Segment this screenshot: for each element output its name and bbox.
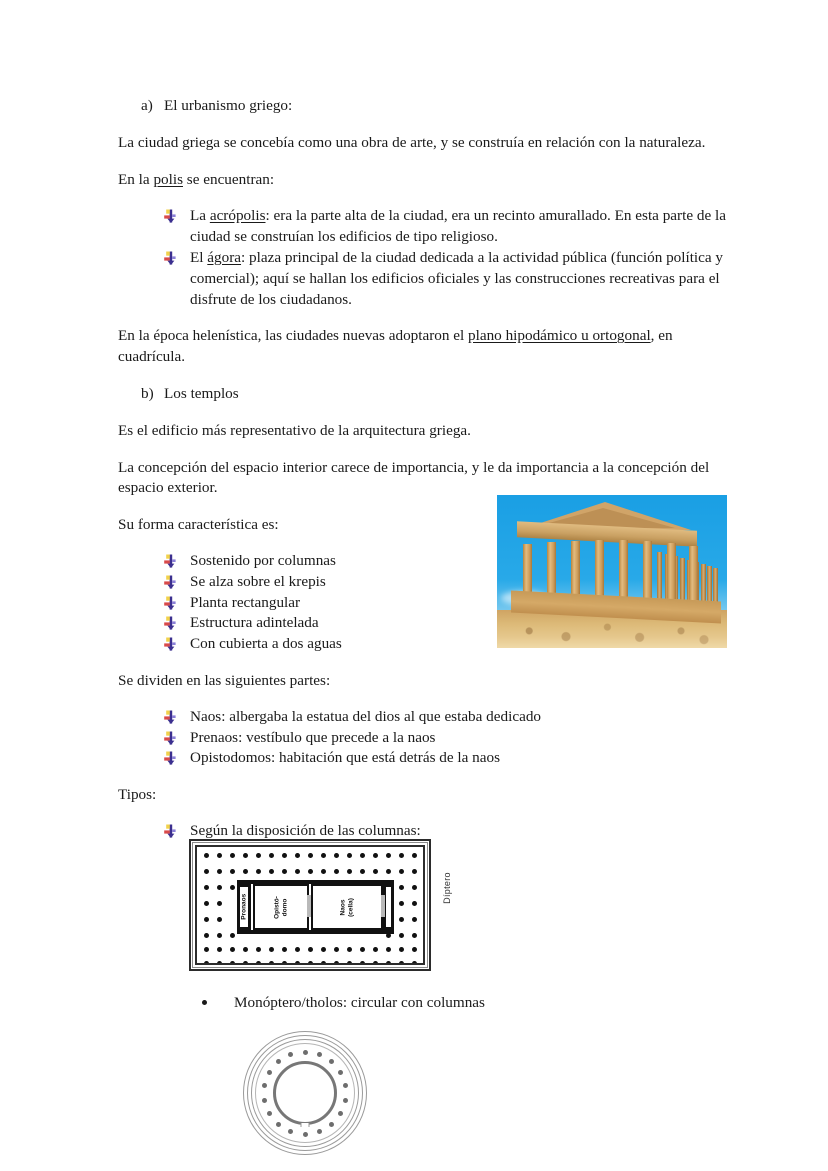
door-gap-left [307, 895, 311, 917]
acropolis-term: acrópolis [209, 207, 266, 225]
polis-tail: se encuentran: [182, 170, 275, 188]
paragraph-helenistica [118, 326, 730, 368]
dipteros-floor-plan [189, 839, 453, 971]
arrow-bullet-icon [164, 575, 178, 590]
paragraph-polis [118, 170, 730, 191]
acropolis-rest: : era la parte alta de la ciudad, era un recinto amurallado. En esta parte de la ciudad se construían los edificios de tipo religioso. [190, 207, 726, 246]
label-opistodomos [274, 893, 289, 923]
tholos-column [343, 1098, 348, 1103]
tholos-column [262, 1098, 267, 1103]
heading-section-b-text: Los templos [164, 384, 239, 402]
list-marker-a: a) [141, 97, 153, 114]
tholos-column [338, 1070, 343, 1075]
agora-lead: El [190, 248, 208, 266]
paragraph-concepcion-espacio: La concepción del espacio interior carece de importancia, y le da importancia a la concepción del espacio exterior. [118, 458, 710, 497]
list-item-text: Sostenido por columnas [190, 551, 336, 569]
label-opistodomos-line2: domo [281, 898, 288, 917]
agora-rest: : plaza principal de la ciudad dedicada a la actividad pública (función política y comercial); aquí se hallan los edificios oficiales y las construcciones recreativas para el disfrute de los ciudadanos. [190, 248, 724, 308]
list-item-text: Se alza sobre el krepis [190, 572, 326, 590]
label-naos-line2: (cella) [347, 898, 354, 917]
arrow-bullet-icon [164, 751, 178, 766]
list-item [164, 728, 730, 749]
monoptero-bullet-wrap [118, 992, 730, 1013]
tholos-column [303, 1132, 308, 1137]
paragraph-edificio-representativo: Es el edificio más representativo de la arquitectura griega. [118, 421, 471, 439]
list-item [164, 748, 730, 769]
temple-front-colonnade [523, 538, 713, 600]
paragraph-forma-caracteristica: Su forma característica es: [118, 516, 279, 534]
tholos-column [317, 1129, 322, 1134]
list-item-text: Naos: albergaba la estatua del dios al que estaba dedicado [190, 707, 542, 725]
arrow-bullet-icon [164, 209, 178, 224]
list-item-text: Prenaos: vestíbulo que precede a la naos [190, 728, 436, 746]
arrow-bullet-icon [164, 637, 178, 652]
tholos-column [267, 1111, 272, 1116]
tholos-column [317, 1052, 322, 1057]
tholos-column [303, 1050, 308, 1055]
greek-temple-photo [496, 494, 728, 649]
door-gap-right [381, 895, 385, 917]
list-item-text: Según la disposición de las columnas: [190, 821, 421, 839]
label-pronaos: Pronaos [240, 893, 248, 920]
heading-section-a-text: El urbanismo griego: [164, 97, 293, 114]
list-polis-elements [118, 206, 730, 310]
heading-section-b [118, 384, 730, 405]
list-item-text: Con cubierta a dos aguas [190, 635, 342, 653]
helenistica-lead: En la época helenística, las ciudades nuevas adoptaron el [118, 327, 469, 345]
list-marker-b: b) [141, 384, 154, 402]
tholos-floor-plan [243, 1031, 367, 1155]
label-naos-line1: Naos [339, 899, 347, 916]
paragraph-partes-intro: Se dividen en las siguientes partes: [118, 671, 331, 689]
list-item-text: Opistodomos: habitación que está detrás de la naos [190, 749, 501, 767]
tholos-entrance-gap [301, 1123, 310, 1127]
arrow-bullet-icon [164, 554, 178, 569]
label-naos [340, 893, 355, 923]
agora-term: ágora [207, 248, 242, 266]
document-body [118, 96, 730, 889]
tholos-column [267, 1070, 272, 1075]
arrow-bullet-icon [164, 824, 178, 839]
cella-wall-bottom [237, 930, 394, 934]
polis-term: polis [153, 170, 183, 188]
heading-section-a [118, 96, 730, 117]
list-item-text [190, 249, 723, 308]
label-opistodomos-line1: Opistó- [273, 896, 281, 919]
paragraph-tipos: Tipos: [118, 786, 157, 804]
list-item [164, 707, 730, 728]
arrow-bullet-icon [164, 616, 178, 631]
tholos-column [338, 1111, 343, 1116]
list-item-text [190, 207, 726, 245]
paragraph-ciudad-griega: La ciudad griega se concebía como una obra de arte, y se construía en relación con la naturaleza. [118, 133, 706, 151]
diptero-caption: Díptero [442, 872, 453, 904]
list-tipos-monoptero [118, 992, 730, 1013]
list-item [164, 248, 730, 310]
arrow-bullet-icon [164, 251, 178, 266]
list-item-text: Planta rectangular [190, 593, 301, 611]
list-item: Monóptero/tholos: circular con columnas [202, 992, 730, 1013]
plan-inner-area [195, 845, 425, 965]
tholos-cella-wall [273, 1061, 337, 1125]
helenistica-tail: , en cuadrícula. [118, 327, 673, 366]
list-item [164, 206, 730, 248]
plano-hipodamico-term: plano hipodámico u ortogonal [468, 327, 651, 345]
arrow-bullet-icon [164, 596, 178, 611]
tholos-column [329, 1059, 334, 1064]
acropolis-lead: La [190, 207, 210, 225]
tholos-column [329, 1122, 334, 1127]
arrow-bullet-icon [164, 731, 178, 746]
arrow-bullet-icon [164, 710, 178, 725]
list-partes-templo [118, 707, 730, 769]
polis-lead: En la [118, 170, 154, 188]
list-item-text: Estructura adintelada [190, 614, 319, 632]
